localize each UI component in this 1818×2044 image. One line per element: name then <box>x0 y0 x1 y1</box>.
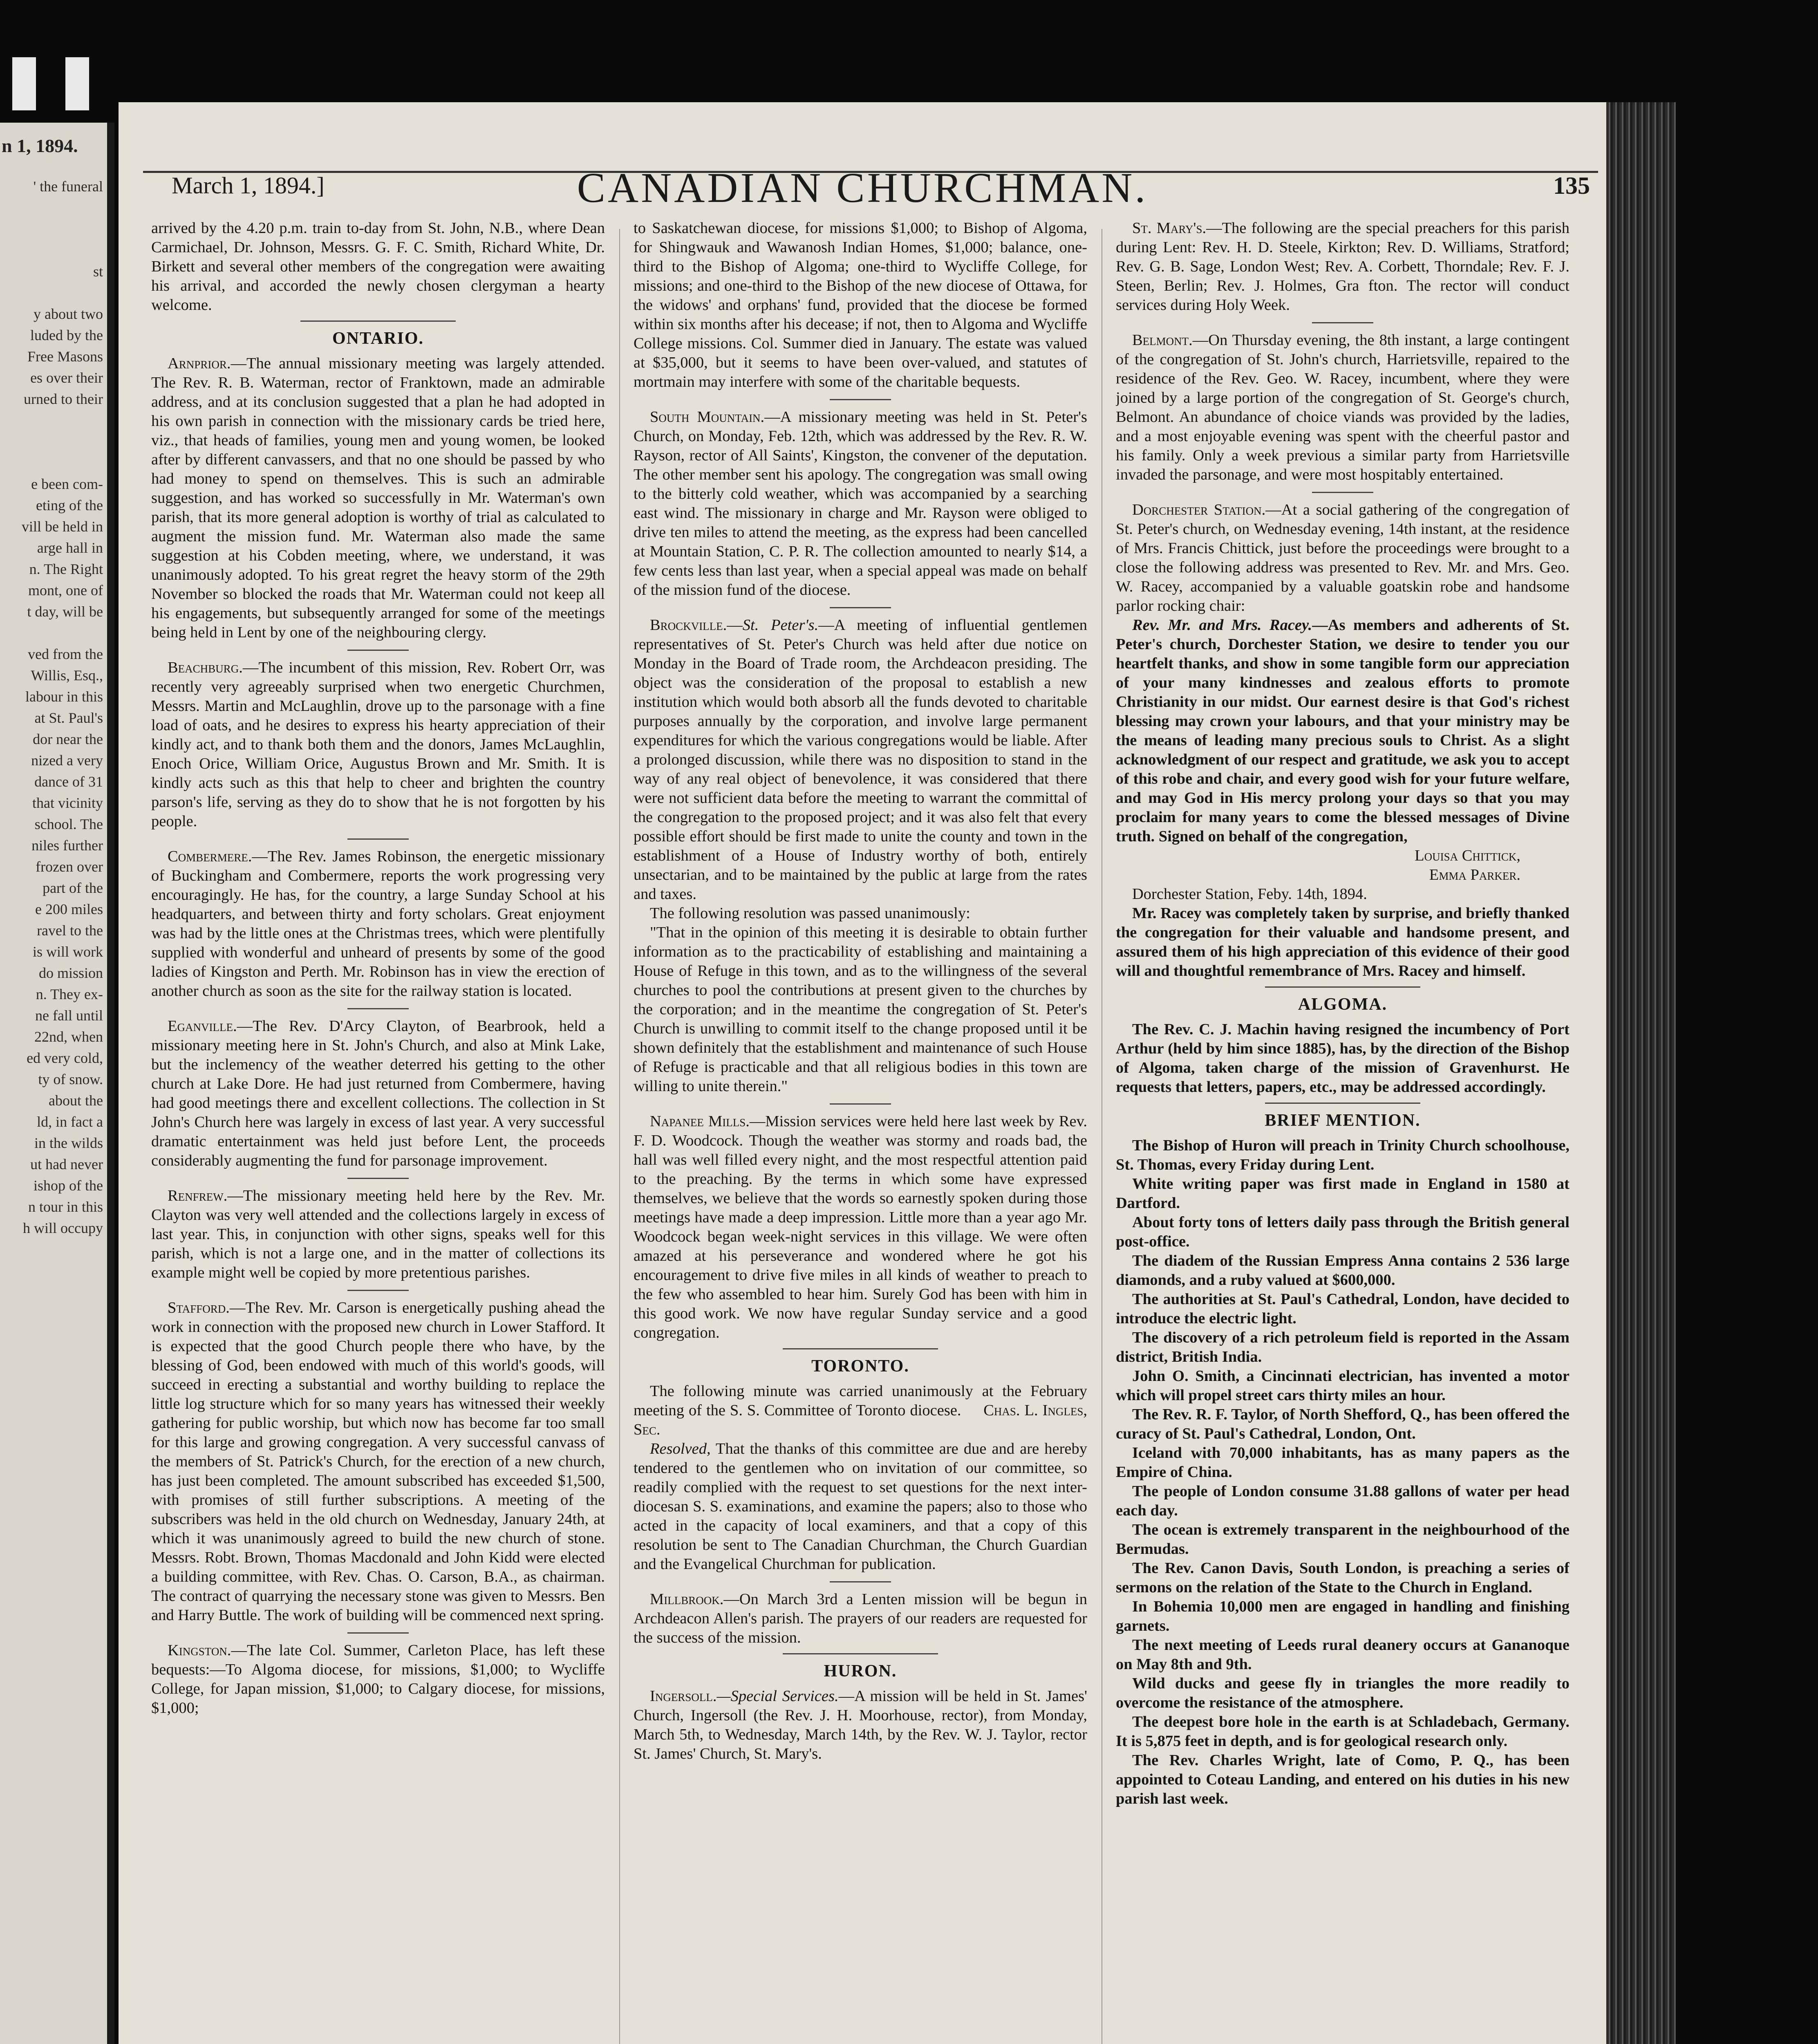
article-rule <box>347 1178 409 1179</box>
section-rule <box>1265 986 1420 988</box>
toronto-resolution <box>634 1439 1087 1574</box>
article-body: —Mission services were held here last week by Rev. F. D. Woodcock. Though the weather was stormy and roads bad, the hall was well filled every night, and the most respectful attention paid to the preaching. By the terms in which some have expressed themselves, we believe that the words so earnestly spoken during those meetings have made a deep impression. Little more than a year ago Mr. Woodcock began week-night services in this village. We were often amazed at his perseverance and wondered where he got his encouragement to drive five miles in all kinds of weather to preach to the few who assembled to hear him. Surely God has been with him in this good work. We now have regular Sunday service and a good congregation. <box>634 1113 1087 1341</box>
previous-page-line: in the wilds <box>34 1135 103 1151</box>
previous-page-line: dor near the <box>33 731 103 747</box>
film-mark <box>65 57 89 110</box>
place-name: Stafford. <box>168 1299 230 1316</box>
place-name: Kingston. <box>168 1642 231 1659</box>
resolved-label: Resolved, <box>650 1440 711 1457</box>
previous-page-line: niles further <box>31 837 103 854</box>
article-body: —The missionary meeting held here by the Rev. Mr. Clayton was very well attended and the collections largely in excess of last year. This, in conjunction with other signs, speaks well for this parish, which is not a large one, and in the matter of collections its example might well be copied by more pretentious parishes. <box>151 1187 605 1281</box>
previous-page-line: is will work <box>32 944 103 960</box>
brief-mention-item: The Bishop of Huron will preach in Trinity Church schoolhouse, St. Thomas, every Friday during Lent. <box>1116 1137 1569 1173</box>
previous-page-line: ty of snow. <box>38 1071 103 1087</box>
previous-page-line: ed very cold, <box>27 1050 103 1066</box>
previous-page-line: dance of 31 <box>34 773 103 790</box>
article-rule <box>347 838 409 840</box>
article-body: —The Rev. James Robinson, the energetic missionary of Buckingham and Combermere, reports the work progressing very encouragingly. He has, for the country, a large Sunday School at his headquarters, and between thirty and forty scholars. Great enjoyment was had by the little ones at the Christmas trees, which were plentifully supplied with wonderful and unheard of presents by some of the good ladies of Kingston and Perth. Mr. Robinson has in view the erection of another church as soon as the site for the railway station is located. <box>151 848 605 1000</box>
article-rule <box>347 1290 409 1291</box>
column-divider <box>619 229 620 2044</box>
brief-mention-item: The Rev. Charles Wright, late of Como, P. Q., has been appointed to Coteau Landing, and entered on his duties in his new parish last week. <box>1116 1752 1569 1807</box>
place-name: Napanee Mills. <box>650 1113 750 1130</box>
place-name: Dorchester Station. <box>1132 501 1266 518</box>
previous-page-line: Free Masons <box>27 348 103 365</box>
previous-page-line <box>1 452 103 473</box>
secretary-signature: Chas. L. Ingles, Sec. <box>634 1402 1087 1438</box>
article-belmont <box>1116 331 1569 484</box>
brief-mention-item: The Rev. Canon Davis, South London, is preaching a series of sermons on the relation of the State to the Church in England. <box>1116 1560 1569 1596</box>
address-date: Dorchester Station, Feby. 14th, 1894. <box>1132 885 1367 903</box>
brief-mention-item: White writing paper was first made in England in 1580 at Dartford. <box>1116 1175 1569 1212</box>
article-body: —As members and adherents of St. Peter's church, Dorchester Station, we desire to tender you our heartfelt thanks, and show in some tangible form our appreciation of your many kindnesses and zealous efforts to promote Christianity in our midst. Our earnest desire is that God's richest blessing may crown your labours, and that your ministry may be the means of leading many precious souls to Christ. As a slight acknowledgment of our respect and gratitude, we ask you to accept of this robe and chair, and every good wish for your future welfare, and may God in His mercy prolong your days so that you may proclaim for many years to come the blessed messages of Divine truth. Signed on behalf of the congregation, <box>1116 616 1569 845</box>
issue-date: March 1, 1894.] <box>172 172 325 199</box>
address-salutation: Rev. Mr. and Mrs. Racey. <box>1132 616 1312 634</box>
brief-mention-item: The authorities at St. Paul's Cathedral, London, have decided to introduce the electric light. <box>1116 1291 1569 1327</box>
previous-page-line: 22nd, when <box>34 1029 103 1045</box>
newspaper-page <box>119 102 1606 2044</box>
article-body: —The incumbent of this mission, Rev. Robert Orr, was recently very agreeably surprised when two energetic Churchmen, Messrs. Martin and McLaughlin, drove up to the parsonage with a fine load of oats, and he desires to express his hearty appreciation of their kindly act, and to thank both them and the donors, James McLaughlin, Enoch Orice, William Orice, Augustus Brown and Mr. Smith. It is kindly acts such as this that help to cheer and brighten the country parson's life, serving as they do to show that he is not forgotten by his people. <box>151 659 605 830</box>
article-rule <box>830 399 891 400</box>
place-name: St. Mary's. <box>1132 220 1207 237</box>
previous-page-line: h will occupy <box>23 1220 103 1236</box>
article-renfrew <box>151 1186 605 1282</box>
article-body: —A missionary meeting was held in St. Peter's Church, on Monday, Feb. 12th, which was addressed by the Rev. R. W. Rayson, rector of All Saints', Kingston, the convener of the deputation. The other member sent his apology. The congregation was small owing to the bitterly cold weather, which was accompanied by a searching east wind. The missionary in charge and Mr. Rayson were obliged to drive ten miles to attend the meeting, as the express had been cancelled at Mountain Station, C. P. R. The collection amounted to nearly $14, a few cents less than last year, when a special appeal was made on behalf of the mission fund of the diocese. <box>634 408 1087 598</box>
previous-page-line: ld, in fact a <box>37 1114 103 1130</box>
presentation-address <box>1116 616 1569 846</box>
section-rule <box>300 320 456 322</box>
article-body: —The late Col. Summer, Carleton Place, has left these bequests:—To Algoma diocese, for missions, $1,000; to Wycliffe College, for Japan mission, $1,000; to Calgary diocese, for missions, $1,000; <box>151 1642 605 1717</box>
article-napanee <box>634 1112 1087 1342</box>
previous-page-line <box>1 622 103 643</box>
previous-page-line: ne fall until <box>35 1007 103 1024</box>
publication-title: CANADIAN CHURCHMAN. <box>577 164 1148 211</box>
header-rule <box>143 171 1598 173</box>
place-name: Renfrew. <box>168 1187 228 1204</box>
previous-page-line: urned to their <box>24 391 103 407</box>
article-body: —The annual missionary meeting was largely attended. The Rev. R. B. Waterman, rector of Franktown, made an admirable address, and at its conclusion suggested that a plan he had adopted in his own parish in connection with the missionary cards be tried here, viz., that heads of families, young men and young women, be looked after by different canvassers, and that no one should be passed by who had money to spend on themselves. This is such an admirable suggestion, and has worked so successfully in Mr. Waterman's own parish, that its more general adoption is worthy of trial as calculated to augment the mission fund. Mr. Waterman also made the same suggestion at his Cobden meeting, where, we understand, it was unanimously adopted. To his great regret the heavy storm of the 29th November so blocked the roads that Mr. Waterman could not keep all his engagements, but subsequently arranged for some of the meetings being held in Lent by one of the neighbouring clergy. <box>151 355 605 641</box>
previous-page-line: do mission <box>38 965 103 981</box>
brief-mention-item: The discovery of a rich petroleum field is reported in the Assam district, British India. <box>1116 1329 1569 1365</box>
previous-page-line: n tour in this <box>28 1199 103 1215</box>
article-rule <box>830 1103 891 1105</box>
article-stafford <box>151 1298 605 1625</box>
previous-page-text <box>1 176 103 1239</box>
previous-page-line: labour in this <box>25 688 103 705</box>
previous-page-edge <box>0 123 114 2044</box>
previous-page-line: at St. Paul's <box>34 710 103 726</box>
previous-page-line: es over their <box>30 370 103 386</box>
article-intro: arrived by the 4.20 p.m. train to-day from St. John, N.B., where Dean Carmichael, Dr. Johnson, Messrs. G. F. C. Smith, Richard White, Dr. Birkett and several other members of the congregation were awaiting his arrival, and accorded the newly chosen clergyman a hearty welcome. <box>151 220 605 314</box>
previous-page-line: n. They ex- <box>36 986 103 1002</box>
article-body: That the thanks of this committee are due and are hereby tendered to the gentlemen who on invitation of our committee, so readily complied with the request to set questions for the next inter-diocesan S. S. examinations, and examine the papers; also to those who acted in the capacity of local examiners, and that a copy of this resolution be sent to The Canadian Churchman, the Church Guardian and the Evangelical Churchman for publication. <box>634 1440 1087 1573</box>
previous-page-line: part of the <box>43 880 103 896</box>
resolution-intro: The following resolution was passed unanimously: <box>650 905 970 922</box>
brief-mention-item: The deepest bore hole in the earth is at Schladebach, Germany. It is 5,875 feet in depth, and is for geological research only. <box>1116 1713 1569 1750</box>
signer-2: Emma Parker. <box>1429 866 1520 883</box>
brief-mention-item: In Bohemia 10,000 men are engaged in handling and finishing garnets. <box>1116 1598 1569 1634</box>
article-ingersoll <box>634 1687 1087 1764</box>
brief-mention-item: The people of London consume 31.88 gallons of water per head each day. <box>1116 1483 1569 1519</box>
article-combermere <box>151 847 605 1001</box>
page-binding-edge <box>1606 102 1676 2044</box>
resolution-text: "That in the opinion of this meeting it is desirable to obtain further information as to the practicability of establishing and maintaining a House of Refuge in this town, and as to the willingness of the several churches to pool the contributions at present given to the churches by the corporation; and in the meantime the congregation of St. Peter's Church is unwilling to commit itself to the change proposed until it be shown definitely that the establishment and maintenance of such House of Refuge is practicable and that all religious bodies in this town are willing to unite therein." <box>634 924 1087 1095</box>
article-rule <box>1312 492 1373 493</box>
previous-page-line: ut had never <box>30 1156 103 1172</box>
article-algoma: The Rev. C. J. Machin having resigned the incumbency of Port Arthur (held by him since 1885), has, by the direction of the Bishop of Algoma, taken charge of the mission of Gravenhurst. He requests that letters, papers, etc., may be addressed accordingly. <box>1116 1021 1569 1096</box>
film-mark <box>12 57 36 110</box>
article-kingston-continued: to Saskatchewan diocese, for missions $1,000; to Bishop of Algoma, for Shingwauk and Wawanosh Indian Homes, $1,000; balance, one-third to the Bishop of Algoma; one-third to Wycliffe College, for missions; and one-third to the Bishop of the new diocese of Ottawa, for the widows' and orphans' fund, provided that the diocese be formed within six months after his decease; if not, then to Algoma and Wycliffe College missions. Col. Summer died in January. The estate was valued at $35,000, but it seems to have been over-valued, and statutes of mortmain may interfere with some of the charitable bequests. <box>634 220 1087 390</box>
section-rule <box>783 1348 938 1349</box>
place-name: Eganville. <box>168 1018 237 1035</box>
previous-page-line <box>1 218 103 240</box>
previous-page-line: luded by the <box>30 327 103 343</box>
signer-1: Louisa Chittick, <box>1415 847 1520 864</box>
brief-mention-item: The ocean is extremely transparent in the neighbourhood of the Bermudas. <box>1116 1521 1569 1558</box>
previous-page-line: frozen over <box>36 858 103 875</box>
previous-page-line: n. The Right <box>29 561 103 577</box>
previous-page-line: e been com- <box>31 476 103 492</box>
column-3 <box>1116 219 1569 2044</box>
place-name: Beachburg. <box>168 659 243 676</box>
previous-page-line <box>1 410 103 431</box>
previous-page-header: n 1, 1894. <box>2 135 78 156</box>
article-rule <box>830 607 891 608</box>
article-dorchester <box>1116 500 1569 616</box>
place-name: Belmont. <box>1132 332 1193 349</box>
article-body: —A mission will be held in St. James' Church, Ingersoll (the Rev. J. H. Moorhouse, rector), from Monday, March 5th, to Wednesday, March 14th, by the Rev. W. J. Taylor, rector St. James' Church, St. Mary's. <box>634 1688 1087 1762</box>
place-name: Ingersoll. <box>650 1688 717 1705</box>
article-arnprior <box>151 354 605 642</box>
previous-page-line: ishop of the <box>34 1177 103 1194</box>
previous-page-line <box>1 240 103 261</box>
article-rule <box>347 1632 409 1634</box>
brief-mention-item: The Rev. R. F. Taylor, of North Shefford, Q., has been offered the curacy of St. Paul's Cathedral, London, Ont. <box>1116 1406 1569 1442</box>
article-body: —The Rev. D'Arcy Clayton, of Bearbrook, held a missionary meeting here in St. John's Church, and also at Mink Lake, but the inclemency of the weather deterred his getting to the other church at Lake Dore. He had just returned from Combermere, having had good meetings there and excellent collections. The collection in St John's Church here was largely in excess of last year. A very successful dramatic entertainment was held just before Lent, the proceeds considerably augmenting the fund for parsonage improvement. <box>151 1018 605 1169</box>
brief-mention-item: John O. Smith, a Cincinnati electrician, has invented a motor which will propel street cars thirty miles an hour. <box>1116 1367 1569 1404</box>
church-name: St. Peter's. <box>742 616 819 634</box>
previous-page-line: school. The <box>34 816 103 832</box>
article-body: —The Rev. Mr. Carson is energetically pushing ahead the work in connection with the proposed new church in Lower Stafford. It is expected that the good Church people there who have, by the blessing of God, been endowed with much of this world's goods, will succeed in erecting a substantial and worthy building to replace the little log structure which for so many years has witnessed their weekly gathering for public worship, but which now has become far too small for this large and growing congregation. A very successful canvass of the members of St. Patrick's Church, for the erection of a new church, has just been completed. The amount subscribed has exceeded $1,500, with promises of still further subscriptions. A meeting of the subscribers was held in the old church on Wednesday, January 24th, at which it was unanimously agreed to build the new church of stone. Messrs. Robt. Brown, Thomas Macdonald and John Kidd were elected a building committee, with Rev. Chas. O. Carson, B.A., as chairman. The contract of quarrying the necessary stone was given to Messrs. Ben and Harry Buttle. The work of building will be commenced next spring. <box>151 1299 605 1624</box>
brief-mention-item: Wild ducks and geese fly in triangles the more readily to overcome the resistance of the atmosphere. <box>1116 1675 1569 1711</box>
article-brockville: Brockville.—St. Peter's.—A meeting of influential gentlemen representatives of St. Peter's Church was held after due notice on Monday in the Board of Trade room, the Archdeacon presiding. The object was the consideration of the proposal to establish a new institution which would both absorb all the funds devoted to charitable purposes annually by the corporation, and involve large permanent expenditures for which the various congregations would be liable. After a prolonged discussion, while there was no disposition to stand in the way of any real object of benevolence, it was considered that there were not sufficient data before the meeting to warrant the committal of the congregation to the proposed project; and it was also felt that every possible effort should be first made to unite the county and town in the establishment of a House of Industry worthy of both, entirely unsectarian, and to be maintained by the public at large from the rates and taxes. <box>634 616 1087 903</box>
article-body: —At a social gathering of the congregation of St. Peter's church, on Wednesday evening, 14th instant, at the residence of Mrs. Francis Chittick, just before the proceedings were brought to a close the following address was presented to Rev. Mr. and Mrs. Geo. W. Racey, accompanied by a valuable goatskin robe and handsome parlor rocking chair: <box>1116 501 1569 614</box>
previous-page-line: eting of the <box>36 497 103 513</box>
previous-page-line <box>1 431 103 452</box>
place-name: Arnprior. <box>168 355 231 372</box>
article-beachburg <box>151 658 605 831</box>
previous-page-line: about the <box>49 1092 103 1109</box>
brief-mention-item: About forty tons of letters daily pass through the British general post-office. <box>1116 1214 1569 1250</box>
column-1 <box>151 219 605 2044</box>
racey-reply: Mr. Racey was completely taken by surprise, and briefly thanked the congregation for their valuable and handsome present, and assured them of his high appreciation of this evidence of their good will and thoughtful remembrance of Mrs. Racey and himself. <box>1116 905 1569 979</box>
article-south-mountain <box>634 408 1087 600</box>
previous-page-line: e 200 miles <box>35 901 103 917</box>
previous-page-line: vill be held in <box>22 518 103 535</box>
section-heading-toronto: TORONTO. <box>811 1357 909 1376</box>
previous-page-line: nized a very <box>31 752 103 769</box>
article-kingston <box>151 1641 605 1718</box>
article-body: The following minute was carried unanimously at the February meeting of the S. S. Committee of Toronto diocese. <box>634 1383 1087 1419</box>
section-rule <box>1265 1103 1420 1104</box>
article-rule <box>347 650 409 651</box>
previous-page-line: ravel to the <box>37 922 103 939</box>
place-name: Combermere. <box>168 848 252 865</box>
place-name: South Mountain. <box>650 408 765 426</box>
article-rule <box>1312 322 1373 323</box>
previous-page-line: ' the funeral <box>33 178 103 195</box>
article-st-marys <box>1116 219 1569 315</box>
previous-page-line: arge hall in <box>37 540 103 556</box>
page-number: 135 <box>1553 172 1590 199</box>
article-body: —On March 3rd a Lenten mission will be begun in Archdeacon Allen's parish. The prayers of our readers are requested for the success of the mission. <box>634 1591 1087 1646</box>
section-heading-huron: HURON. <box>824 1662 897 1681</box>
section-heading-algoma: ALGOMA. <box>1298 995 1388 1014</box>
brief-mention-list <box>1116 1136 1569 1809</box>
brief-mention-item: The next meeting of Leeds rural deanery occurs at Gananoque on May 8th and 9th. <box>1116 1636 1569 1673</box>
article-body: —On Thursday evening, the 8th instant, a large contingent of the congregation of St. John's church, Harrietsville, repaired to the residence of the Rev. Geo. W. Racey, incumbent, where they were joined by a large portion of the congregation of St. George's church, Belmont. An abundance of choice viands was provided by the ladies, and a most enjoyable evening was spent with the cheerful pastor and his family. Only a week previous a similar party from Harrietsville invaded the parsonage, and were most hospitably entertained. <box>1116 332 1569 483</box>
section-heading-ontario: ONTARIO. <box>332 329 424 348</box>
previous-page-line: Willis, Esq., <box>31 667 103 684</box>
article-rule <box>347 1008 409 1009</box>
column-2 <box>634 219 1087 2044</box>
previous-page-line <box>1 282 103 303</box>
brief-mention-item: The diadem of the Russian Empress Anna contains 2 536 large diamonds, and a ruby valued at $600,000. <box>1116 1252 1569 1289</box>
article-rule <box>830 1581 891 1582</box>
toronto-intro <box>634 1382 1087 1439</box>
brief-mention-item: Iceland with 70,000 inhabitants, has as many papers as the Empire of China. <box>1116 1444 1569 1481</box>
previous-page-line: t day, will be <box>27 603 103 620</box>
article-body: —A meeting of influential gentlemen representatives of St. Peter's Church was held after due notice on Monday in the Board of Trade room, the Archdeacon presiding. The object was the consideration of the proposal to establish a new institution which would both absorb all the funds devoted to charitable purposes annually by the corporation, and involve large permanent expenditures for which the various congregations would be liable. After a prolonged discussion, while there was no disposition to stand in the way of any real object of benevolence, it was considered that there were not sufficient data before the meeting to warrant the committal of the congregation to the proposed project; and it was also felt that every possible effort should be first made to unite the county and town in the establishment of a House of Industry worthy of both, entirely unsectarian, and to be maintained by the public at large from the rates and taxes. <box>634 616 1087 903</box>
subheading: —Special Services. <box>716 1688 839 1705</box>
previous-page-line: y about two <box>34 306 103 322</box>
previous-page-line: st <box>93 263 103 280</box>
place-name: Millbrook. <box>650 1591 724 1608</box>
section-heading-brief-mention: BRIEF MENTION. <box>1265 1111 1421 1130</box>
previous-page-line: mont, one of <box>28 582 103 598</box>
place-name: Brockville. <box>650 616 727 634</box>
article-eganville <box>151 1017 605 1170</box>
previous-page-line <box>1 197 103 218</box>
article-body: —The following are the special preachers for this parish during Lent: Rev. H. D. Steele, Kirkton; Rev. D. Williams, Stratford; Rev. G. B. Sage, London West; Rev. A. Corbett, Thorndale; Rev. F. J. Steen, Berlin; Rev. J. Holmes, Gra fton. The rector will conduct services during Holy Week. <box>1116 220 1569 314</box>
article-millbrook <box>634 1590 1087 1647</box>
previous-page-line: ved from the <box>28 646 103 662</box>
section-rule <box>783 1653 938 1654</box>
previous-page-line: that vicinity <box>32 795 103 811</box>
